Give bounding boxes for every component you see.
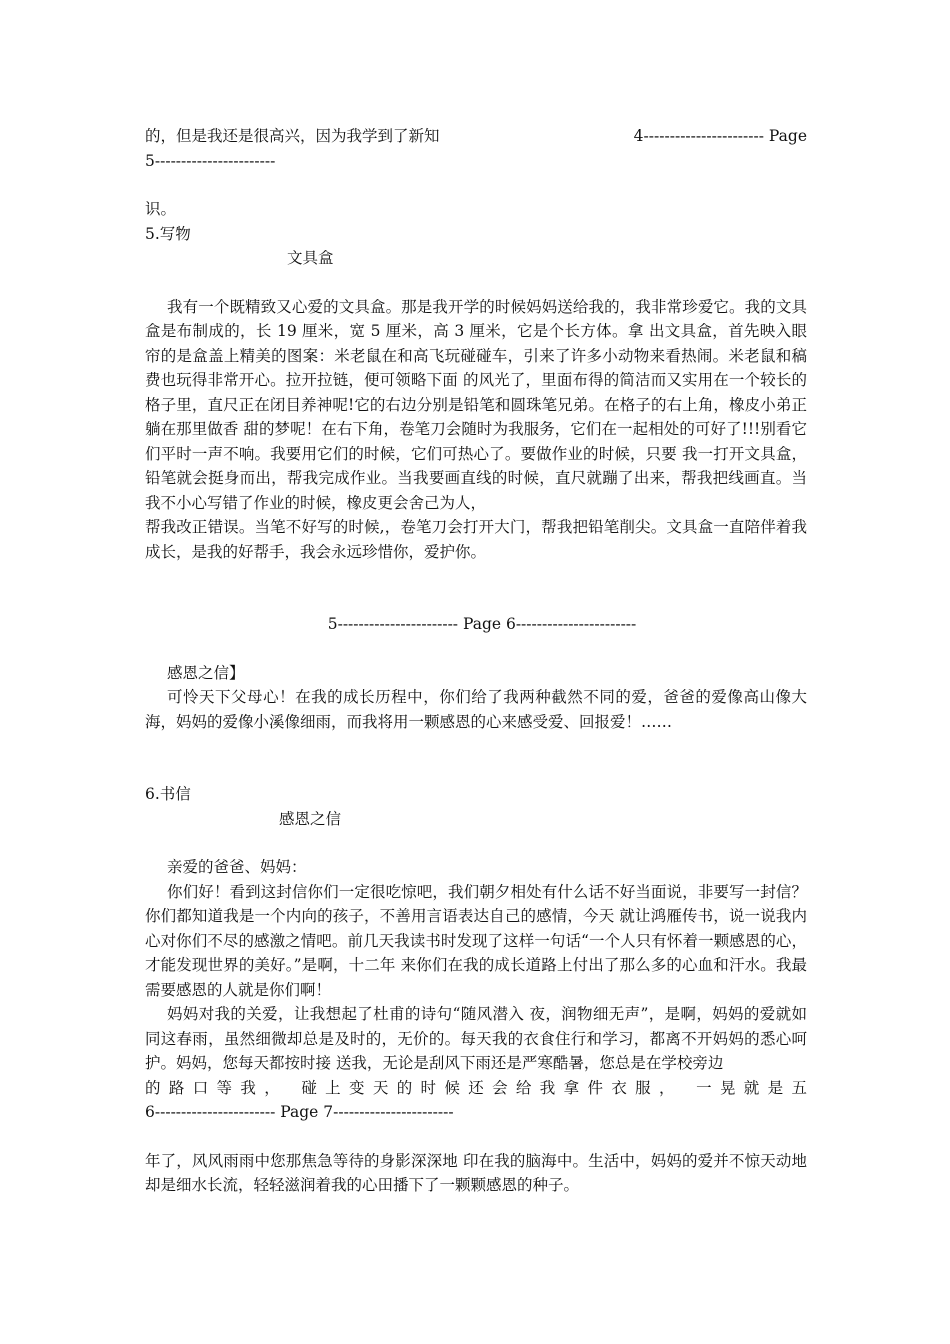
- essay-title: 感恩之信: [279, 809, 342, 828]
- section-heading: 6.书信: [145, 785, 191, 803]
- page-break-marker: 5----------------------- Page 6-----------------------: [327, 615, 637, 633]
- essay-title: 文具盒: [287, 249, 334, 267]
- paragraph: 我有一个既精致又心爱的文具盒。那是我开学的时候妈妈送给我的，我非常珍爱它。我的文具盒是布制成的，长 19 厘米，宽 5 厘米，高 3 厘米，它是个长方体。拿 出文具盒，首先映入眼帘的是盒盖上精美的图案：米老鼠在和高飞玩碰碰车，引来了许多小动物来看热闹。米老鼠和稿费也玩得非常开心。拉开拉链，便可领略下面 的风光了，里面布得的简洁而又实用在一个较长的格子里，直尺正在闭目养神呢!它的右边分别是铅笔和圆珠笔兄弟。在格子的右上角，橡皮小弟正躺在那里做香 甜的梦呢！在右下角，卷笔刀会随时为我服务，它们在一起相处的可好了!!!别看它们平时一声不响。我要用它们的时候，它们可热心了。要做作业的时候，只要 我一打开文具盒，铅笔就会挺身而出，帮我完成作业。当我要画直线的时候，直尺就蹦了出来，帮我把线画直。当我不小心写错了作业的时候，橡皮更会舍己为人，: [145, 297, 807, 512]
- paragraph-line: 的路口等我， 碰上变天的时候还会给我拿件衣服， 一晃就是五: [145, 1078, 807, 1097]
- page-break-marker: 5-----------------------: [145, 151, 276, 170]
- body-text: 识。: [145, 200, 177, 218]
- page-break-marker: 4----------------------- Page: [633, 127, 807, 145]
- paragraph: 可怜天下父母心！在我的成长历程中，你们给了我两种截然不同的爱，爸爸的爱像高山像大海，妈妈的爱像小溪像细雨，而我将用一颗感恩的心来感受爱、回报爱！……: [145, 688, 807, 731]
- body-text: 的，但是我还是很高兴，因为我学到了新知: [145, 127, 440, 145]
- paragraph: 帮我改正错误。当笔不好写的时候,，卷笔刀会打开大门，帮我把铅笔削尖。文具盒一直陪伴着我成长，是我的好帮手，我会永远珍惜你，爱护你。: [145, 518, 807, 561]
- letter-label: 感恩之信】: [167, 663, 245, 682]
- section-heading: 5.写物: [145, 224, 191, 243]
- text-line: [145, 124, 807, 149]
- salutation: 亲爱的爸爸、妈妈：: [167, 858, 307, 876]
- paragraph: 妈妈对我的关爱，让我想起了杜甫的诗句“随风潜入 夜，润物细无声”，是啊，妈妈的爱就如同这春雨，虽然细微却总是及时的，无价的。每天我的衣食住行和学习，都离不开妈妈的悉心呵护。妈妈，您每天都按时接 送我，无论是刮风下雨还是严寒酷暑，您总是在学校旁边: [145, 1005, 807, 1072]
- document-page: [145, 124, 807, 1198]
- paragraph: 年了，风风雨雨中您那焦急等待的身影深深地 印在我的脑海中。生活中，妈妈的爱并不惊天动地却是细水长流，轻轻滋润着我的心田播下了一颗颗感恩的种子。: [145, 1151, 807, 1194]
- page-break-marker: 6----------------------- Page 7-----------------------: [145, 1103, 454, 1121]
- paragraph: 你们好！看到这封信你们一定很吃惊吧，我们朝夕相处有什么话不好当面说，非要写一封信？你们都知道我是一个内向的孩子，不善用言语表达自己的感情，今天 就让鸿雁传书，说一说我内心对你们不尽的感激之情吧。前几天我读书时发现了这样一句话“一个人只有怀着一颗感恩的心，才能发现世界的美好。”是啊，十二年 来你们在我的成长道路上付出了那么多的心血和汗水。我最需要感恩的人就是你们啊！: [145, 882, 807, 999]
